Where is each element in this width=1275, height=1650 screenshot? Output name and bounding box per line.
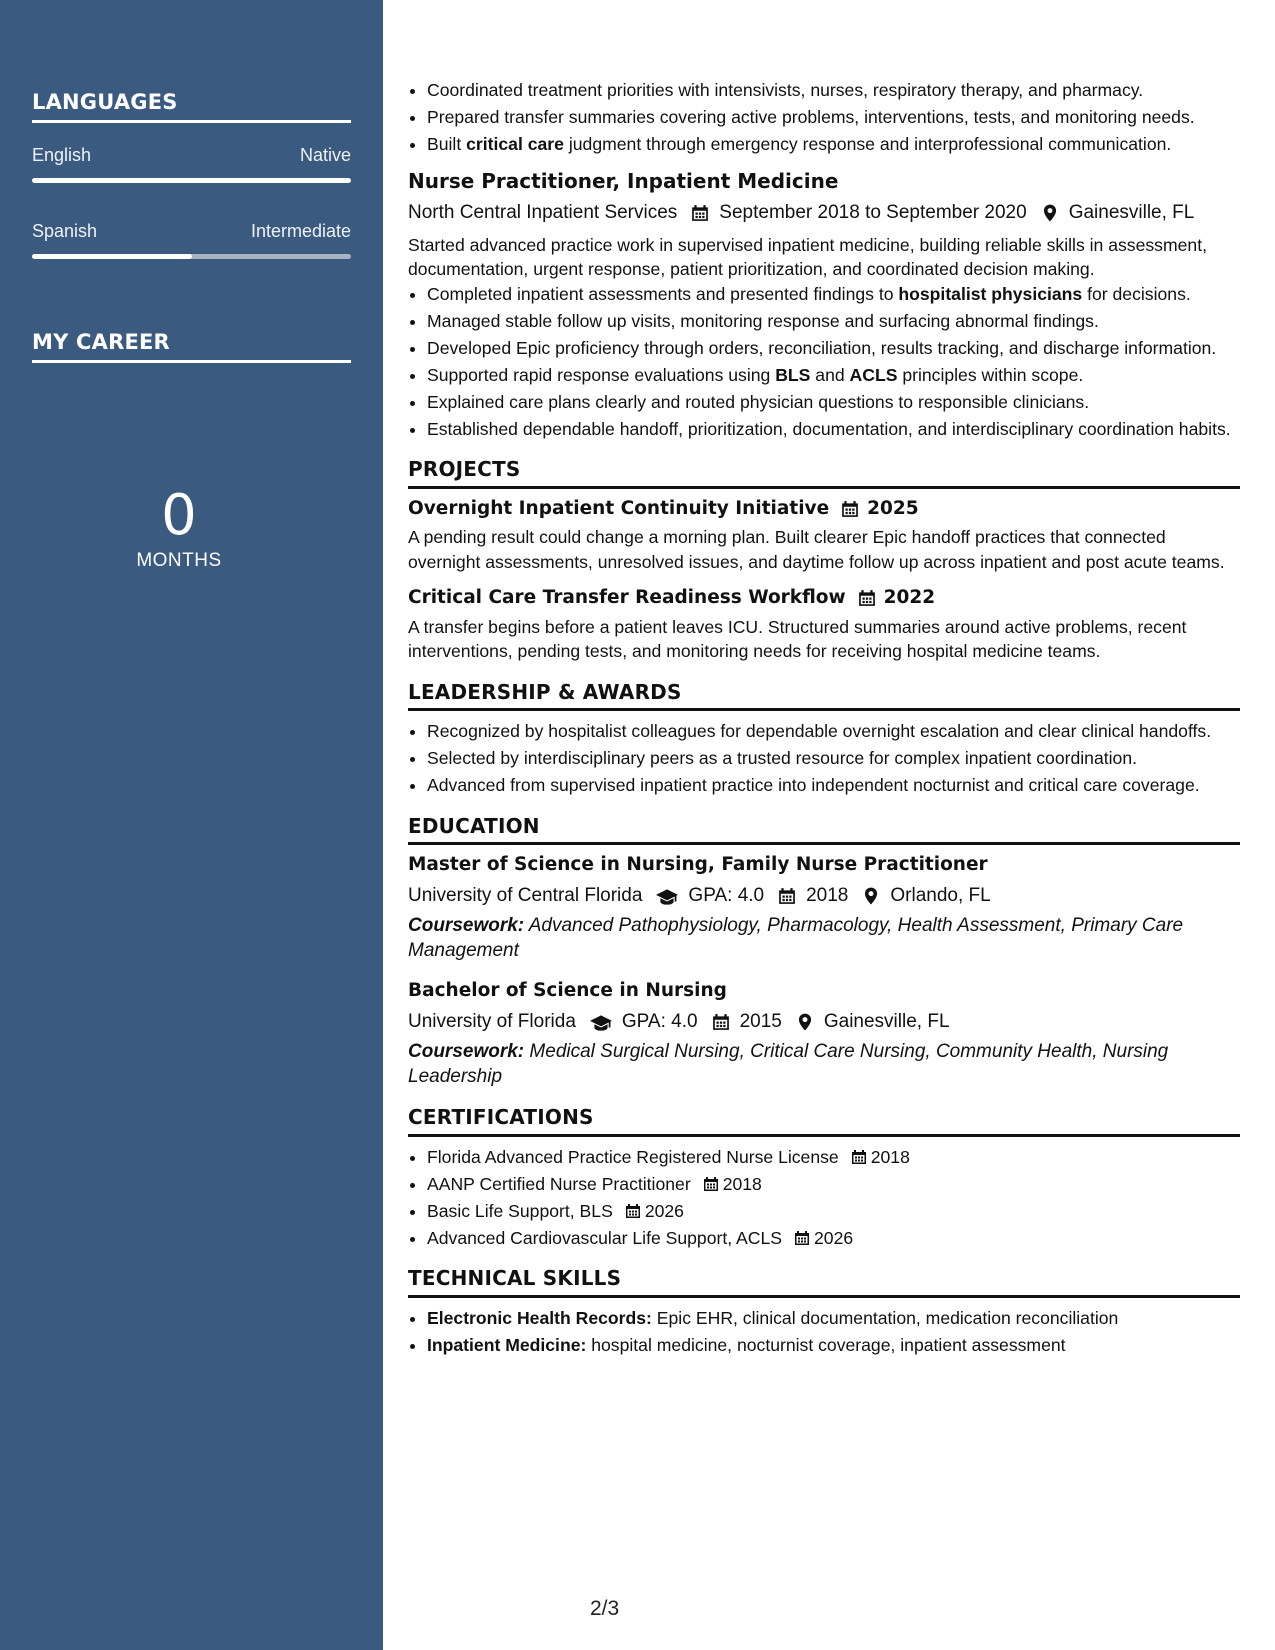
languages-section <box>32 90 351 259</box>
certifications-heading: CERTIFICATIONS <box>408 1105 1240 1137</box>
list-item: • Established dependable handoff, prioritization, documentation, and interdisciplinary coordination habits. <box>427 417 1240 442</box>
leadership-heading: LEADERSHIP & AWARDS <box>408 680 1240 712</box>
list-item: • Recognized by hospitalist colleagues for dependable overnight escalation and clear clinical handoffs. <box>427 719 1240 744</box>
language-name: Spanish <box>32 221 98 241</box>
languages-heading: LANGUAGES <box>32 90 351 123</box>
list-item: • Supported rapid response evaluations using BLS and ACLS principles within scope. <box>427 363 1240 388</box>
list-item: • Managed stable follow up visits, monitoring response and surfacing abnormal findings. <box>427 309 1240 334</box>
proficiency-bar <box>32 254 351 259</box>
skill-value: Epic EHR, clinical documentation, medication reconciliation <box>651 1307 1119 1328</box>
company-name: North Central Inpatient Services <box>408 202 678 223</box>
gpa: GPA: 4.0 <box>621 1010 698 1032</box>
degree-title: Master of Science in Nursing, Family Nurse Practitioner <box>408 854 988 875</box>
location-pin-icon <box>862 887 880 905</box>
job-summary: Started advanced practice work in supervised inpatient medicine, building reliable skills in assessment, documentation, urgent response, patient prioritization, and coordinated decision making. <box>408 234 1207 279</box>
school-name: University of Florida <box>408 1010 576 1032</box>
list-item <box>427 1172 1240 1197</box>
certification-name: • Florida Advanced Practice Registered Nurse License <box>427 1146 839 1167</box>
list-item: • Developed Epic proficiency through orders, reconciliation, results tracking, and discharge information. <box>427 336 1240 361</box>
certification-name: • Basic Life Support, BLS <box>427 1200 613 1221</box>
list-item <box>427 1199 1240 1224</box>
sidebar <box>0 0 383 1650</box>
project-title: Critical Care Transfer Readiness Workflow 2022 <box>408 586 1240 611</box>
location-pin-icon <box>1041 204 1059 222</box>
job-bullets <box>408 282 1240 442</box>
career-section <box>32 330 351 363</box>
project-description: A transfer begins before a patient leaves ICU. Structured summaries around active problems, recent interventions, pending tests, and monitoring needs for receiving hospital medicine teams. <box>408 616 1187 661</box>
career-heading: MY CAREER <box>32 330 351 363</box>
graduation-cap-icon <box>590 1013 612 1031</box>
calendar-icon <box>712 1013 730 1031</box>
calendar-icon <box>858 589 876 607</box>
project-year: 2022 <box>883 587 936 608</box>
school-location: Gainesville, FL <box>823 1010 950 1032</box>
calendar-icon <box>851 1149 867 1165</box>
calendar-icon <box>778 887 796 905</box>
skill-value: hospital medicine, nocturnist coverage, inpatient assessment <box>586 1334 1066 1355</box>
job-location: Gainesville, FL <box>1068 202 1195 223</box>
certification-year: 2018 <box>722 1173 762 1194</box>
job-meta <box>408 201 1240 226</box>
list-item <box>427 1333 1240 1358</box>
leadership-list <box>408 719 1240 798</box>
proficiency-bar <box>32 178 351 183</box>
coursework: Coursework: Medical Surgical Nursing, Critical Care Nursing, Community Health, Nursing Leadership <box>408 1041 1169 1087</box>
skill-label: Inpatient Medicine: <box>427 1334 587 1355</box>
education-heading: EDUCATION <box>408 814 1240 846</box>
certification-name: • AANP Certified Nurse Practitioner <box>427 1173 691 1194</box>
education-meta <box>408 1010 1240 1035</box>
experience-bullets <box>408 78 1240 157</box>
proficiency-fill <box>32 254 192 259</box>
graduation-year: 2015 <box>739 1010 782 1032</box>
job-title: Nurse Practitioner, Inpatient Medicine <box>408 168 839 193</box>
degree-title: Bachelor of Science in Nursing <box>408 980 727 1001</box>
language-level: Native <box>299 145 351 165</box>
list-item: • Advanced from supervised inpatient practice into independent nocturnist and critical care coverage. <box>427 773 1240 798</box>
list-item: • Prepared transfer summaries covering active problems, interventions, tests, and monitoring needs. <box>427 105 1240 130</box>
gpa: GPA: 4.0 <box>688 884 765 906</box>
list-item: • Coordinated treatment priorities with intensivists, nurses, respiratory therapy, and pharmacy. <box>427 78 1240 103</box>
language-name: English <box>32 145 92 165</box>
coursework: Coursework: Advanced Pathophysiology, Pharmacology, Health Assessment, Primary Care Management <box>408 915 1184 961</box>
calendar-icon <box>691 204 709 222</box>
calendar-icon <box>703 1176 719 1192</box>
list-item <box>427 1145 1240 1170</box>
graduation-year: 2018 <box>806 884 849 906</box>
graduation-cap-icon <box>656 887 678 905</box>
certification-year: 2026 <box>814 1227 854 1248</box>
project-title: Overnight Inpatient Continuity Initiative 2025 <box>408 497 1240 522</box>
list-item: • Explained care plans clearly and routed physician questions to responsible clinicians. <box>427 390 1240 415</box>
school-location: Orlando, FL <box>890 884 991 906</box>
language-item <box>32 145 351 183</box>
career-value: 0 <box>161 483 197 548</box>
page-number: 2/3 <box>590 1597 620 1620</box>
certification-year: 2026 <box>644 1200 684 1221</box>
location-pin-icon <box>796 1013 814 1031</box>
career-unit: MONTHS <box>136 550 222 571</box>
project-year: 2025 <box>867 497 919 519</box>
calendar-icon <box>625 1203 641 1219</box>
language-level: Intermediate <box>250 221 351 241</box>
project-description: A pending result could change a morning plan. Built clearer Epic handoff practices that connected overnight assessments, unresolved issues, and daytime follow up across inpatient and post acute teams. <box>408 527 1225 572</box>
skills-list <box>408 1306 1240 1358</box>
list-item: • Completed inpatient assessments and presented findings to hospitalist physicians for decisions. <box>427 282 1240 307</box>
skills-heading: TECHNICAL SKILLS <box>408 1266 1240 1298</box>
certification-year: 2018 <box>870 1146 910 1167</box>
school-name: University of Central Florida <box>408 884 643 906</box>
proficiency-fill <box>32 178 351 183</box>
calendar-icon <box>841 500 859 518</box>
list-item: • Selected by interdisciplinary peers as a trusted resource for complex inpatient coordination. <box>427 746 1240 771</box>
language-item <box>32 221 351 259</box>
certifications-list <box>408 1145 1240 1251</box>
list-item <box>427 1306 1240 1331</box>
list-item <box>427 1226 1240 1251</box>
main-content <box>408 78 1240 1360</box>
calendar-icon <box>794 1230 810 1246</box>
education-meta <box>408 884 1240 909</box>
projects-heading: PROJECTS <box>408 457 1240 489</box>
job-dates: September 2018 to September 2020 <box>719 202 1027 223</box>
certification-name: • Advanced Cardiovascular Life Support, ACLS <box>427 1227 783 1248</box>
skill-label: Electronic Health Records: <box>427 1307 652 1328</box>
list-item: • Built critical care judgment through emergency response and interprofessional communication. <box>427 132 1240 157</box>
